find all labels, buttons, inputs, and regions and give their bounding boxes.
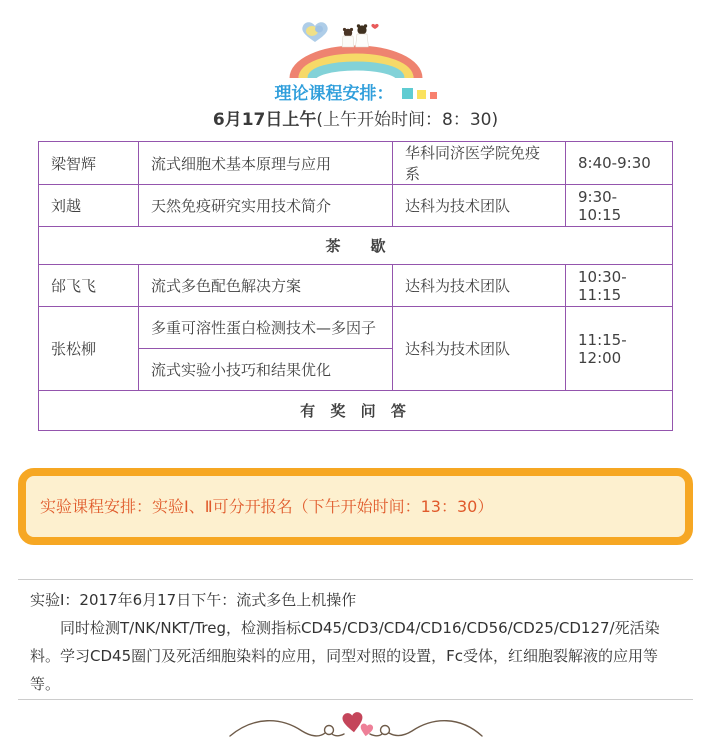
topic-cell: 流式实验小技巧和结果优化 [139,349,393,391]
table-row [39,185,673,227]
speaker-cell: 邰飞飞 [39,265,139,307]
time-cell: 9:30-10:15 [566,185,673,227]
hearts-squiggle-divider-icon [226,706,486,748]
org-cell: 达科为技术团队 [393,307,566,391]
yellow-square-icon [417,90,426,99]
date-heading-rest: (上午开始时间：8：30) [316,110,499,130]
page-title: 理论课程安排： [274,84,394,104]
experiment1-title: 实验Ⅰ：2017年6月17日下午：流式多色上机操作 [30,591,357,609]
table-row [39,307,673,349]
topic-cell: 流式细胞术基本原理与应用 [139,142,393,185]
time-cell: 8:40-9:30 [566,142,673,185]
tea-break-row [39,227,673,265]
rainbow-kids-illustration-icon [286,16,426,78]
experiment1-body: 同时检测T/NK/NKT/Treg，检测指标CD45/CD3/CD4/CD16/CD56/CD25/CD127/死活染料。学习CD45圈门及死活细胞染料的应用，同型对照的设置，Fc受体，红细胞裂解液的应用等等。 [30,619,660,693]
topic-cell: 流式多色配色解决方案 [139,265,393,307]
speaker-cell: 刘越 [39,185,139,227]
page-header [0,0,711,131]
date-heading-bold: 6月17日上午 [212,110,317,130]
divider-bottom [18,699,693,700]
title-row [0,84,711,104]
rainbow-illustration-wrap [0,16,711,78]
quiz-row [39,391,673,431]
experiment-banner-text: 实验课程安排：实验Ⅰ、Ⅱ可分开报名（下午开始时间：13：30） [40,497,494,516]
teal-square-icon [402,88,413,99]
experiment1-section [30,586,681,698]
quiz-cell: 有 奖 问 答 [39,391,673,431]
date-heading [0,110,711,131]
org-cell: 达科为技术团队 [393,185,566,227]
org-cell: 华科同济医学院免疫系 [393,142,566,185]
topic-cell: 多重可溶性蛋白检测技术—多因子 [139,307,393,349]
table-row [39,265,673,307]
topic-cell: 天然免疫研究实用技术简介 [139,185,393,227]
divider-top [18,579,693,580]
speaker-cell: 张松柳 [39,307,139,391]
time-cell: 10:30-11:15 [566,265,673,307]
time-cell: 11:15-12:00 [566,307,673,391]
org-cell: 达科为技术团队 [393,265,566,307]
speaker-cell: 梁智辉 [39,142,139,185]
experiment-banner [18,468,693,545]
schedule-table [38,141,673,431]
table-row [39,142,673,185]
red-square-icon [430,92,437,99]
tea-break-cell: 茶 歇 [39,227,673,265]
